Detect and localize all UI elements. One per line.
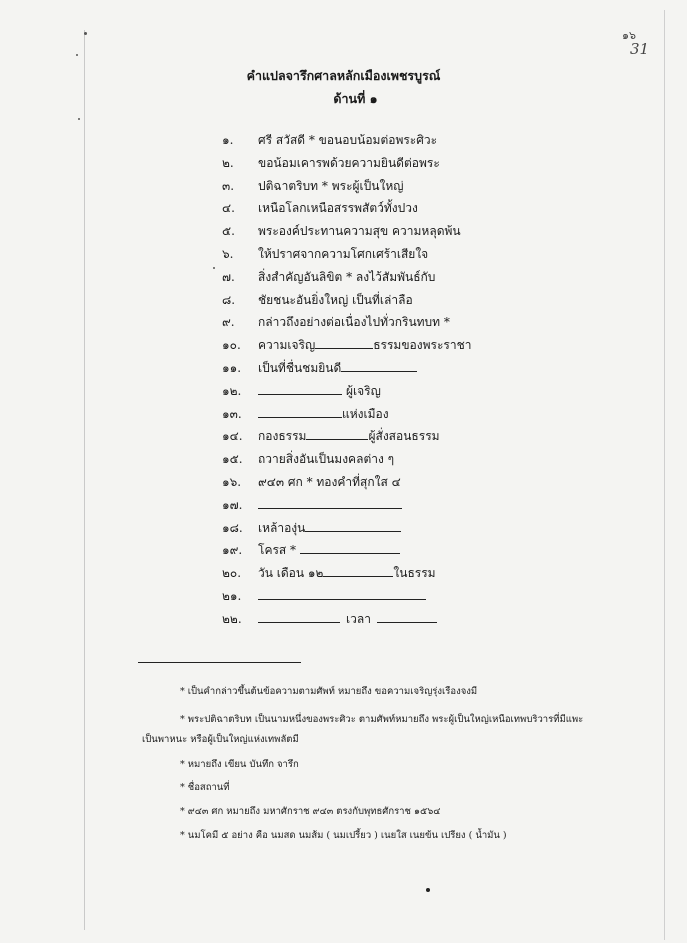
footnote-5: * ๙๔๓ ศก หมายถึง มหาศักราช ๙๔๓ ตรงกับพุทธศักราช ๑๕๖๔ [180, 806, 441, 817]
blank-fill [377, 611, 437, 623]
line-text: ศรี สวัสดี * ขอนอบน้อมต่อพระศิวะ [258, 133, 438, 147]
line-number: ๓. [222, 178, 235, 193]
line-3 [222, 177, 471, 200]
line-number: ๑๔. [222, 429, 243, 444]
line-text: ชัยชนะอันยิ่งใหญ่ เป็นที่เล่าลือ [258, 292, 413, 307]
page-number-small: ๑๖ [622, 29, 636, 42]
line-text: ถวายสิ่งอันเป็นมงคลต่าง ๆ [258, 452, 395, 467]
line-number: ๘. [222, 292, 236, 307]
blank-fill [300, 542, 400, 554]
line-number: ๒๒. [222, 611, 242, 626]
line-text: วัน เดือน ๑๒ [258, 566, 324, 581]
blank-fill [341, 360, 417, 372]
line-5 [222, 222, 471, 245]
scan-dot [426, 888, 430, 892]
line-number: ๑๐. [222, 338, 241, 353]
line-16 [222, 473, 471, 496]
line-2 [222, 154, 471, 177]
line-text: กองธรรม [258, 429, 307, 444]
line-text: ขอน้อมเคารพด้วยความยินดีต่อพระ [258, 155, 440, 170]
line-text: โครส * [258, 543, 297, 558]
line-number: ๑๑. [222, 360, 242, 375]
line-6 [222, 245, 471, 268]
line-13 [222, 405, 471, 428]
line-text: ความเจริญ [258, 338, 316, 353]
document-title: คำแปลจารึกศาลหลักเมืองเพชรบูรณ์ [246, 68, 441, 83]
scan-speck [78, 118, 80, 120]
line-22 [222, 610, 471, 633]
blank-fill [258, 383, 342, 395]
line-text: ให้ปราศจากความโศกเศร้าเสียใจ [258, 246, 429, 261]
line-18 [222, 519, 471, 542]
line-text: เหล้าองุ่น [258, 520, 306, 535]
line-text: พระองค์ประทานความสุข ความหลุดพ้น [258, 224, 461, 239]
line-number: ๔. [222, 201, 235, 216]
blank-fill [315, 337, 373, 349]
line-text: ธรรมของพระราชา [373, 338, 472, 353]
line-12 [222, 382, 471, 405]
footnote-2: * พระปติฉาตริบท เป็นนามหนึ่งของพระศิวะ ตามศัพท์หมายถึง พระผู้เป็นใหญ่เหนือเทพบริวารที่มีแพะ [180, 714, 584, 725]
line-number: ๑. [222, 133, 234, 147]
scan-speck [84, 32, 87, 35]
footnote-1: * เป็นคำกล่าวขึ้นต้นข้อความตามศัพท์ หมายถึง ขอความเจริญรุ่งเรืองจงมี [180, 686, 478, 697]
line-21 [222, 587, 471, 610]
line-number: ๑๕. [222, 452, 243, 467]
line-19 [222, 541, 471, 564]
line-15 [222, 450, 471, 473]
line-text: ๙๔๓ ศก * ทองคำที่สุกใส ๔ [258, 474, 401, 489]
line-text: เป็นที่ชื่นชมยินดี [258, 360, 342, 375]
line-text: เหนือโลกเหนือสรรพสัตว์ทั้งปวง [258, 201, 418, 216]
line-text: ปติฉาตริบท * พระผู้เป็นใหญ่ [258, 178, 404, 193]
line-number: ๑๖. [222, 474, 242, 489]
line-8 [222, 291, 471, 314]
blank-fill [258, 406, 342, 418]
line-number: ๑๘. [222, 520, 243, 535]
page-number-handwritten: 31 [630, 40, 650, 58]
line-number: ๖. [222, 246, 234, 261]
line-text: กล่าวถึงอย่างต่อเนื่องไปทั่วกรินทบท * [258, 315, 450, 330]
line-number: ๕. [222, 224, 235, 239]
line-number: ๑๓. [222, 406, 242, 421]
blank-fill [305, 520, 401, 532]
footnote-2-cont: เป็นพาหนะ หรือผู้เป็นใหญ่แห่งเทพลัตมี [142, 734, 299, 745]
line-text: สิ่งสำคัญอันลิขิต * ลงไว้สัมพันธ์กับ [258, 269, 436, 284]
line-11 [222, 359, 471, 382]
footnote-4: * ชื่อสถานที่ [180, 782, 230, 793]
scan-edge-right [664, 10, 665, 940]
line-7 [222, 268, 471, 291]
blank-fill [306, 428, 368, 440]
line-text: เวลา [346, 611, 371, 626]
line-number: ๒. [222, 155, 234, 170]
footnote-3: * หมายถึง เขียน บันทึก จารึก [180, 759, 299, 770]
blank-fill [258, 588, 426, 600]
line-number: ๒๑. [222, 588, 242, 603]
line-14 [222, 427, 471, 450]
line-number: ๑๒. [222, 383, 242, 398]
blank-fill [258, 497, 402, 509]
document-subtitle: ด้านที่ ๑ [333, 91, 378, 106]
line-number: ๑๙. [222, 543, 243, 558]
line-20 [222, 564, 471, 587]
blank-fill [258, 611, 340, 623]
footnote-separator [138, 662, 301, 663]
blank-fill [323, 565, 393, 577]
line-10 [222, 336, 471, 359]
scan-speck [76, 54, 78, 56]
line-text: แห่งเมือง [342, 406, 389, 421]
line-text: ในธรรม [393, 566, 436, 581]
line-number: ๙. [222, 315, 235, 330]
scan-edge-left [84, 30, 85, 930]
line-17 [222, 496, 471, 519]
line-number: ๒๐. [222, 566, 242, 581]
line-text: ผู้เจริญ [346, 383, 381, 398]
line-4 [222, 199, 471, 222]
line-1 [222, 131, 471, 154]
line-number: ๗. [222, 269, 235, 284]
line-9 [222, 313, 471, 336]
scan-speck [213, 267, 215, 269]
line-number: ๑๗. [222, 497, 243, 512]
footnote-6: * นมโคมี ๕ อย่าง คือ นมสด นมส้ม ( นมเปรี้ยว ) เนยใส เนยข้น เปรียง ( น้ำมัน ) [180, 830, 507, 841]
translation-lines [222, 131, 471, 633]
line-text: ผู้สั่งสอนธรรม [368, 429, 440, 444]
